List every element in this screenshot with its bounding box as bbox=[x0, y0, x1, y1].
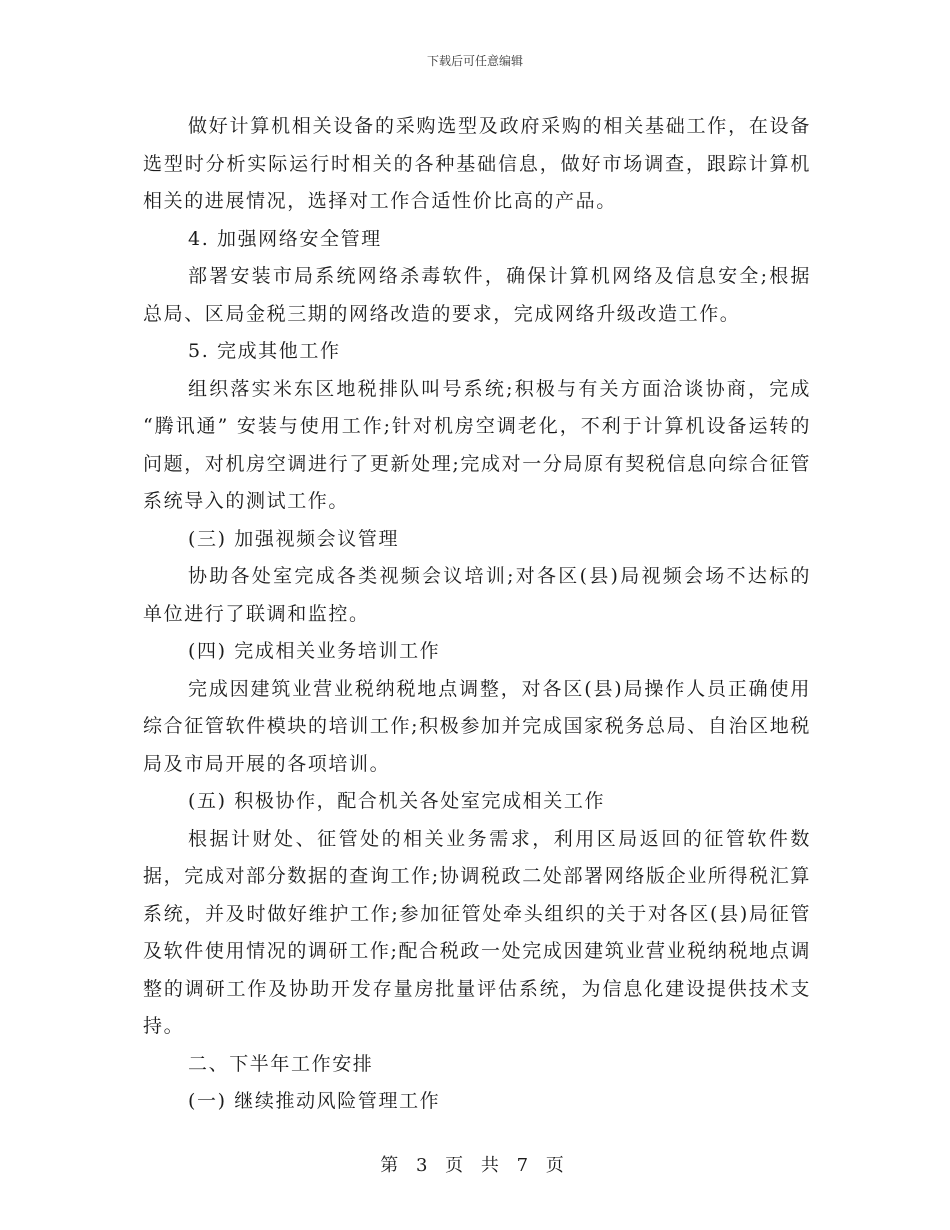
page-number: 第 3 页 共 7 页 bbox=[380, 1155, 570, 1176]
heading-training: (四) 完成相关业务培训工作 bbox=[188, 640, 441, 662]
paragraph-video-conference: 协助各处室完成各类视频会议培训;对各区(县)局视频会场不达标的单位进行了联调和监控。 bbox=[143, 565, 811, 625]
paragraph-other-work: 组织落实米东区地税排队叫号系统;积极与有关方面洽谈协商，完成 “腾讯通” 安装与使用工作;针对机房空调老化，不利于计算机设备运转的问题，对机房空调进行了更新处理;完成对一分局原有契税信息向综合征管系统导入的测试工作。 bbox=[143, 377, 811, 512]
document-body bbox=[143, 108, 811, 1121]
heading-network-security: 4. 加强网络安全管理 bbox=[188, 227, 382, 250]
paragraph-training: 完成因建筑业营业税纳税地点调整，对各区(县)局操作人员正确使用综合征管软件模块的培训工作;积极参加并完成国家税务总局、自治区地税局及市局开展的各项培训。 bbox=[143, 677, 811, 775]
paragraph-cooperation: 根据计财处、征管处的相关业务需求，利用区局返回的征管软件数据，完成对部分数据的查询工作;协调税政二处部署网络版企业所得税汇算系统，并及时做好维护工作;参加征管处牵头组织的关于对各区(县)局征管及软件使用情况的调研工作;配合税政一处完成因建筑业营业税纳税地点调整的调研工作及协助开发存量房批量评估系统，为信息化建设提供技术支持。 bbox=[143, 827, 811, 1037]
heading-video-conference: (三) 加强视频会议管理 bbox=[188, 527, 400, 550]
paragraph-network-security: 部署安装市局系统网络杀毒软件，确保计算机网络及信息安全;根据总局、区局金税三期的网络改造的要求，完成网络升级改造工作。 bbox=[143, 265, 811, 325]
heading-cooperation: (五) 积极协作，配合机关各处室完成相关工作 bbox=[188, 790, 606, 812]
page-header: 下载后可任意编辑 bbox=[426, 54, 523, 68]
heading-second-half-plan: 二、下半年工作安排 bbox=[188, 1052, 374, 1075]
paragraph-procurement: 做好计算机相关设备的采购选型及政府采购的相关基础工作，在设备选型时分析实际运行时相关的各种基础信息，做好市场调查，跟踪计算机相关的进展情况，选择对工作合适性价比高的产品。 bbox=[143, 115, 811, 212]
heading-risk-management: (一) 继续推动风险管理工作 bbox=[188, 1090, 441, 1112]
heading-other-work: 5. 完成其他工作 bbox=[188, 340, 341, 362]
